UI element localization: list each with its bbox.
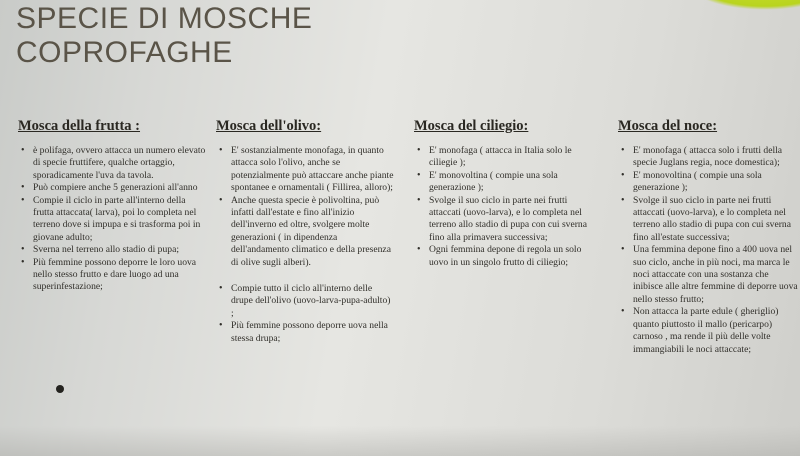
list-item: • Non attacca la parte edule ( gheriglio) quanto piuttosto il mallo (pericarpo) carnoso , ma rende il più delle volte immangiabili le noci attaccate;: [618, 306, 800, 356]
bullet-list: [216, 145, 394, 345]
list-item: • Più femmine possono deporre uova nella stessa drupa;: [216, 320, 394, 345]
slide-title: [16, 2, 312, 70]
list-item: • Sverna nel terreno allo stadio di pupa;: [18, 244, 206, 256]
list-item: • E' monofaga ( attacca solo i frutti della specie Juglans regia, noce domestica);: [618, 145, 800, 170]
list-item: • E' monofaga ( attacca in Italia solo le ciliegie );: [414, 145, 594, 170]
bullet-list: [618, 145, 800, 356]
list-item: • Svolge il suo ciclo in parte nei frutti attaccati (uovo-larva), e lo completa nel terreno allo stadio di pupa con cui sverna fino all'estate successiva;: [618, 195, 800, 245]
list-item: • Più femmine possono deporre le loro uova nello stesso frutto e dare luogo ad una superinfestazione;: [18, 257, 206, 294]
bullet-dot: [56, 385, 64, 393]
bottom-shade: [0, 426, 800, 456]
list-item: • Compie il ciclo in parte all'interno della frutta attaccata( larva), poi lo completa nel terreno dove si impupa e si trasforma poi in giovane adulto;: [18, 195, 206, 245]
bullet-list: [18, 145, 206, 294]
list-item: • è polifaga, ovvero attacca un numero elevato di specie fruttifere, qualche ortaggio, sporadicamente l'uva da tavola.: [18, 145, 206, 182]
list-item: • Ogni femmina depone di regola un solo uovo in un singolo frutto di ciliegio;: [414, 244, 594, 269]
list-item: • E' monovoltina ( compie una sola generazione );: [618, 170, 800, 195]
slide-title-line-1: SPECIE DI MOSCHE: [16, 2, 313, 35]
list-item: • Svolge il suo ciclo in parte nei frutti attaccati (uovo-larva), e lo completa nel terreno allo stadio di pupa con cui sverna fino alla primavera successiva;: [414, 195, 594, 245]
column-heading: Mosca della frutta :: [18, 118, 141, 134]
column-mosca-del-noce: [618, 118, 800, 356]
column-mosca-dell-olivo: [216, 118, 394, 345]
column-heading: Mosca del noce:: [618, 118, 718, 134]
column-mosca-del-ciliegio: [414, 118, 594, 269]
list-item: • Una femmina depone fino a 400 uova nel suo ciclo, anche in più noci, ma marca le noci attaccate con una sostanza che inibisce alle altre femmine di deporre uova nello stesso frutto;: [618, 244, 800, 306]
list-item: • E' sostanzialmente monofaga, in quanto attacca solo l'olivo, anche se potenzialmente può attaccare anche piante spontanee e ornamentali ( Fillirea, alloro);: [216, 145, 394, 195]
column-mosca-della-frutta: [18, 118, 206, 294]
bullet-list: [414, 145, 594, 269]
column-heading: Mosca dell'olivo:: [216, 118, 322, 134]
accent-shape: [690, 0, 800, 10]
list-item: • E' monovoltina ( compie una sola generazione );: [414, 170, 594, 195]
list-item: • Compie tutto il ciclo all'interno delle drupe dell'olivo (uovo-larva-pupa-adulto) ;: [216, 283, 394, 320]
slide-title-line-2: COPROFAGHE: [16, 36, 233, 69]
column-heading: Mosca del ciliegio:: [414, 118, 529, 134]
list-item: • Anche questa specie è polivoltina, può infatti dall'estate e fino all'inizio dell'inverno ed oltre, svolgere molte generazioni ( in dipendenza dell'andamento climatico e della presenza di olive sugli alberi).: [216, 195, 394, 269]
list-item: • Può compiere anche 5 generazioni all'anno: [18, 182, 206, 194]
